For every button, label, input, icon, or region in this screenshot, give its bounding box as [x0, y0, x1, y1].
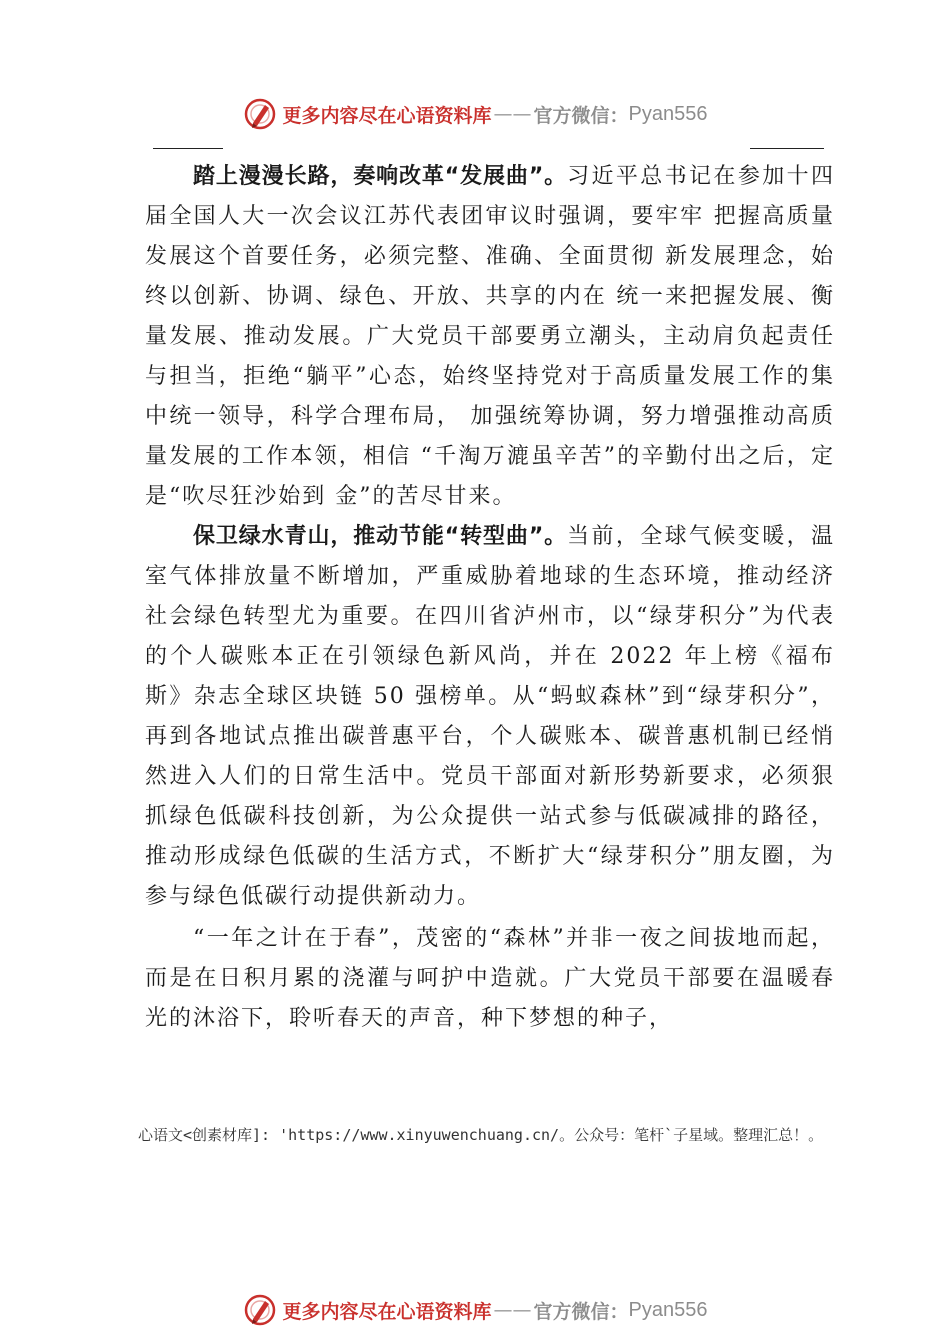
paragraph-text: “一年之计在于春”，茂密的“森林”并非一夜之间拔地而起，而是在日积月累的浇灌与呵护中造就。广大党员干部要在温暖春光的沐浴下，聆听春天的声音，种下梦想的种子，: [145, 926, 835, 1031]
banner-separator: ——: [493, 1299, 532, 1321]
paragraph-development: [145, 157, 835, 517]
banner-brand: 更多内容尽在心语资料库: [282, 104, 492, 127]
article-body: [145, 157, 835, 1039]
header-rule-left: [153, 148, 223, 149]
paragraph-text: 习近平总书记在参加十四届全国人大一次会议江苏代表团审议时强调，要牢牢 把握高质量发展这个首要任务，必须完整、准确、全面贯彻 新发展理念，始终以创新、协调、绿色、开放、共享的内在 统一来把握发展、衡量发展、推动发展。广大党员干部要勇立潮头，主动肩负起责任与担当，拒绝“躺平”心态，始终坚持党对于高质量发展工作的集中统一领导，科学合理布局， 加强统筹协调，努力增强推动高质量发展的工作本领，相信 “千淘万漉虽辛苦”的辛勤付出之后，定是“吹尽狂沙始到 金”的苦尽甘来。: [145, 164, 835, 509]
banner-separator: ——: [493, 103, 532, 125]
banner-wechat-id: Pyan556: [628, 102, 708, 125]
header-banner: [0, 94, 950, 134]
paragraph-lead: 保卫绿水青山，推动节能“转型曲”。: [193, 524, 568, 549]
footer-banner: [0, 1290, 950, 1330]
banner-brand: 更多内容尽在心语资料库: [282, 1300, 492, 1323]
banner-wechat-label: 官方微信：: [533, 104, 629, 127]
footer-source-note: 心语文<创素材库]: 'https://www.xinyuwenchuang.cn/。公众号：笔杆`子星域。整理汇总！。: [138, 1126, 824, 1144]
paragraph-spring: [145, 919, 835, 1039]
banner-wechat-id: Pyan556: [628, 1298, 708, 1321]
banner-wechat-label: 官方微信：: [533, 1300, 629, 1323]
pen-circle-icon: [243, 97, 277, 131]
header-rule-right: [750, 148, 824, 149]
pen-circle-icon: [243, 1293, 277, 1327]
paragraph-lead: 踏上漫漫长路，奏响改革“发展曲”。: [193, 164, 568, 189]
paragraph-text: 当前，全球气候变暖，温室气体排放量不断增加，严重威胁着地球的生态环境，推动经济社会绿色转型尤为重要。在四川省泸州市，以“绿芽积分”为代表的个人碳账本正在引领绿色新风尚，并在 2022 年上榜《福布斯》杂志全球区块链 50 强榜单。从“蚂蚁森林”到“绿芽积分”，再到各地试点推出碳普惠平台，个人碳账本、碳普惠机制已经悄然进入人们的日常生活中。党员干部面对新形势新要求，必须狠抓绿色低碳科技创新，为公众提供一站式参与低碳减排的路径，推动形成绿色低碳的生活方式，不断扩大“绿芽积分”朋友圈，为参与绿色低碳行动提供新动力。: [145, 524, 835, 909]
paragraph-transformation: [145, 517, 835, 917]
